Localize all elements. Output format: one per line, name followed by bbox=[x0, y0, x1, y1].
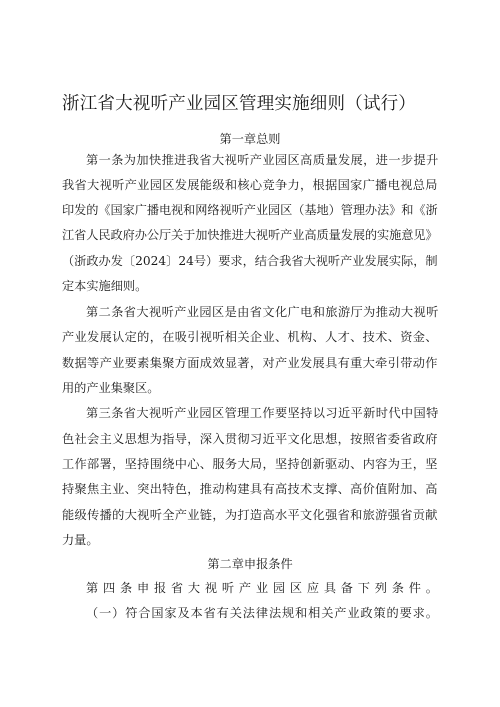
article-1-line: 江省人民政府办公厅关于加快推进大视听产业高质量发展的实施意见》 bbox=[62, 228, 438, 242]
document-title: 浙江省大视听产业园区管理实施细则（试行） bbox=[62, 94, 416, 114]
article-1-line: 我省大视听产业园区发展能级和核心竞争力，根据国家广播电视总局 bbox=[62, 178, 438, 192]
article-1-line: 第一条为加快推进我省大视听产业园区高质量发展，进一步提升 bbox=[86, 153, 439, 167]
article-3-line: 工作部署，坚持围绕中心、服务大局，坚持创新驱动、内容为王，坚 bbox=[62, 457, 438, 471]
article-3-line: 持聚焦主业、突出特色，推动构建具有高技术支撑、高价值附加、高 bbox=[62, 482, 438, 496]
article-1-line: 印发的《国家广播电视和网络视听产业园区（基地）管理办法》和《浙 bbox=[62, 203, 438, 217]
article-2-line: 产业发展认定的，在吸引视听相关企业、机构、人才、技术、资金、 bbox=[62, 330, 438, 344]
article-1-line: 定本实施细则。 bbox=[62, 279, 148, 293]
article-2-line: 用的产业集聚区。 bbox=[62, 381, 160, 395]
article-1-line: （浙政办发〔2024〕24号）要求，结合我省大视听产业发展实际，制 bbox=[62, 254, 438, 268]
chapter-heading-2: 第二章申报条件 bbox=[207, 557, 293, 571]
article-4-line: 第四条申报省大视听产业园区应具备下列条件。 bbox=[86, 581, 443, 595]
chapter-heading-1: 第一章总则 bbox=[219, 132, 281, 146]
article-3-line: 第三条省大视听产业园区管理工作要坚持以习近平新时代中国特 bbox=[86, 406, 439, 420]
clause-1-line: （一）符合国家及本省有关法律法规和相关产业政策的要求。 bbox=[86, 606, 439, 620]
article-2-line: 数据等产业要素集聚方面成效显著，对产业发展具有重大牵引带动作 bbox=[62, 356, 438, 370]
article-3-line: 能级传播的大视听全产业链，为打造高水平文化强省和旅游强省贡献 bbox=[62, 508, 438, 522]
article-3-line: 色社会主义思想为指导，深入贯彻习近平文化思想，按照省委省政府 bbox=[62, 432, 438, 446]
article-3-line: 力量。 bbox=[62, 533, 99, 547]
article-2-line: 第二条省大视听产业园区是由省文化广电和旅游厅为推动大视听 bbox=[86, 305, 439, 319]
